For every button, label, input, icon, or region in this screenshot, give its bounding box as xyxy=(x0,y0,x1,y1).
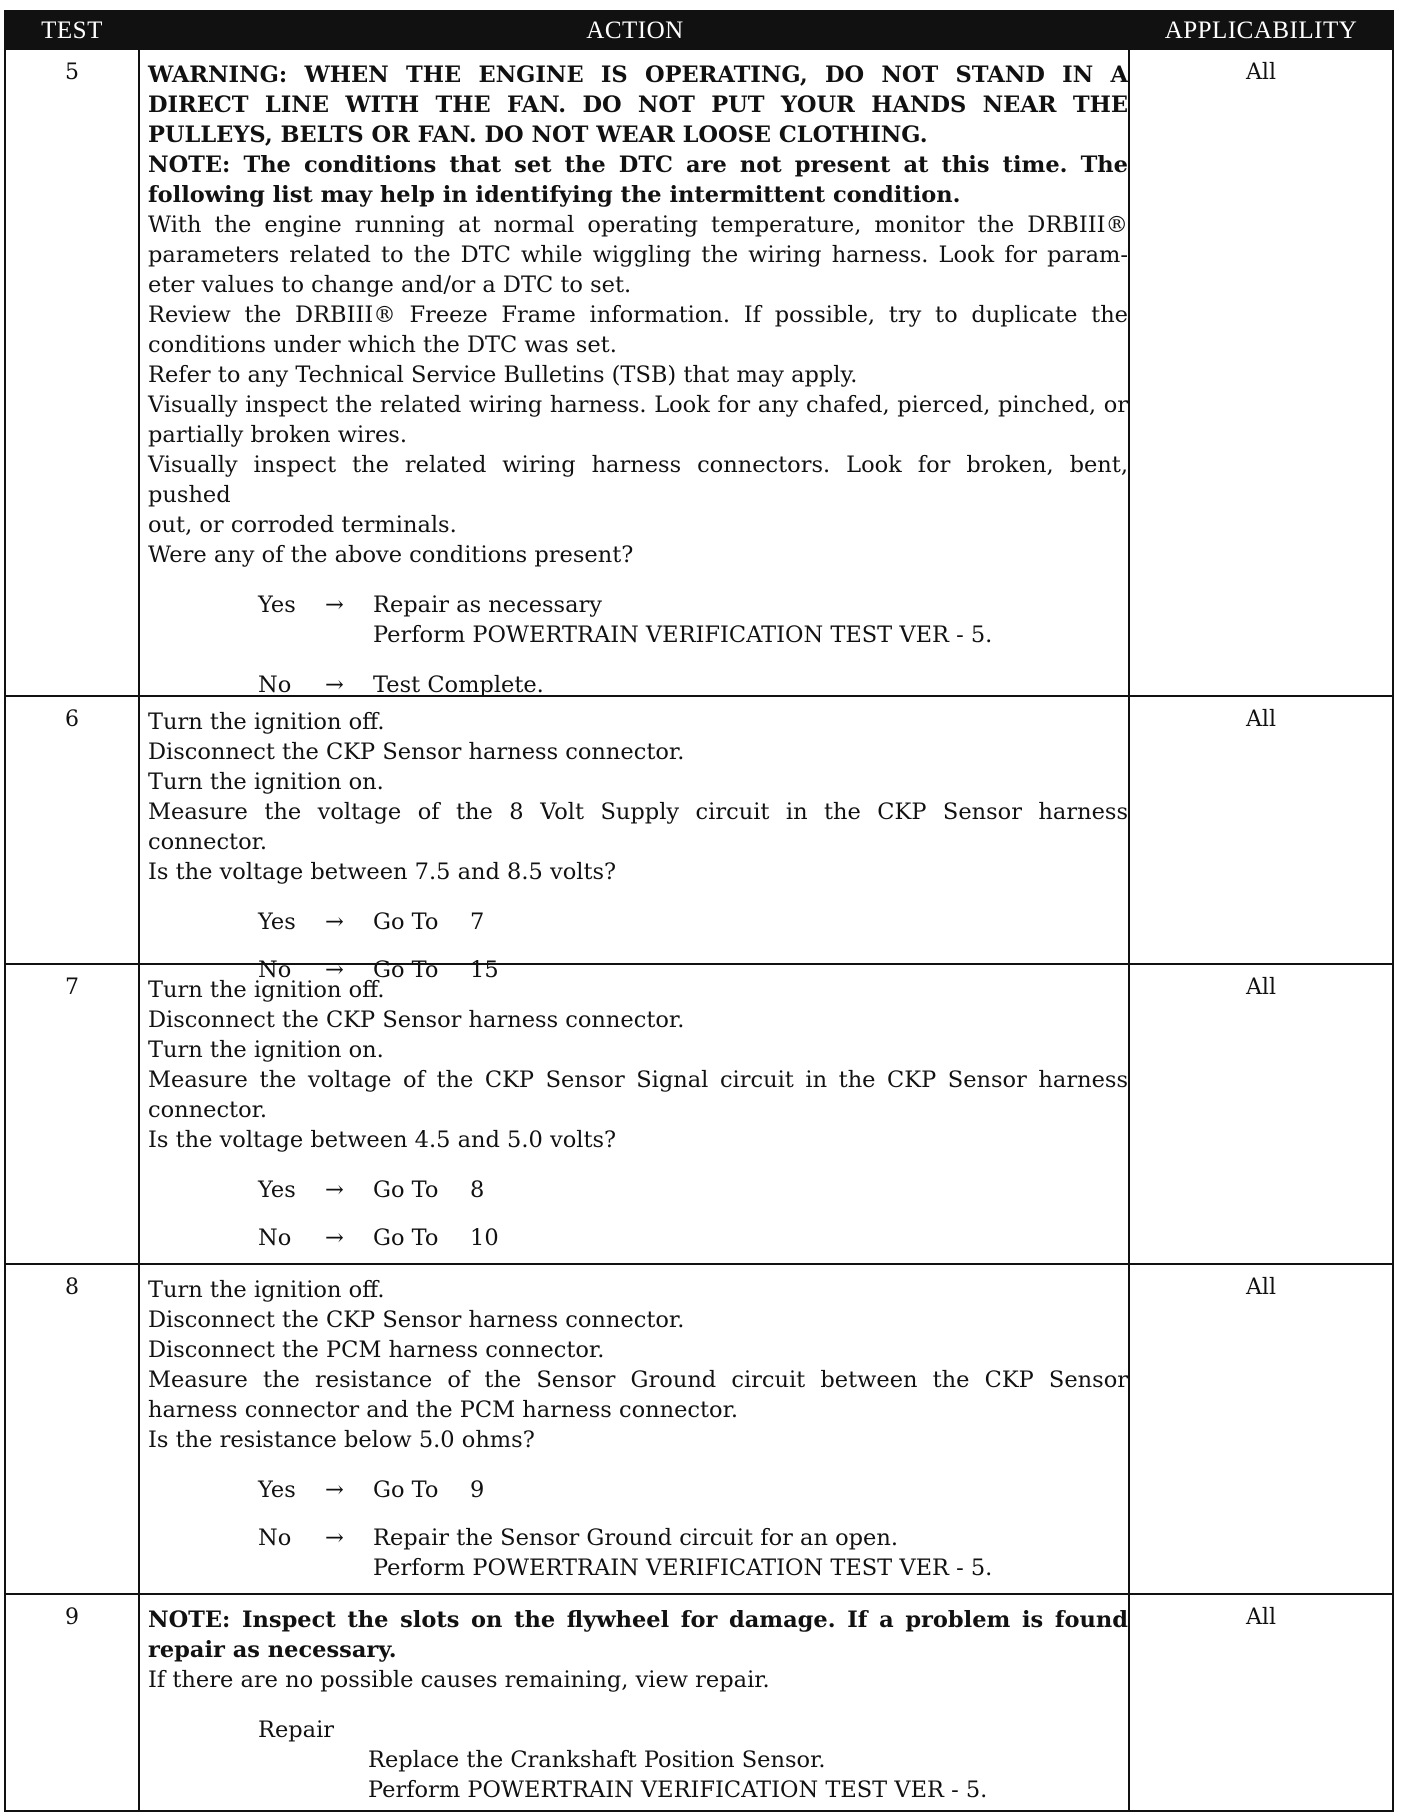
no-result-followup: Perform POWERTRAIN VERIFICATION TEST VER - 5. xyxy=(373,1555,993,1581)
yes-outcome xyxy=(148,1175,1128,1205)
instruction-line: Turn the ignition off. xyxy=(148,1277,385,1303)
instruction-line: parameters related to the DTC while wiggling the wiring harness. Look for param- xyxy=(148,242,1128,268)
question-line: Is the voltage between 4.5 and 5.0 volts? xyxy=(148,1127,617,1153)
warning-line: PULLEYS, BELTS OR FAN. DO NOT WEAR LOOSE CLOTHING. xyxy=(148,122,928,148)
yes-result-followup: Perform POWERTRAIN VERIFICATION TEST VER - 5. xyxy=(373,622,993,648)
applicability-cell: All xyxy=(1246,707,1276,732)
note-line: NOTE: The conditions that set the DTC are not present at this time. The xyxy=(148,152,1128,178)
diagnostic-test-table xyxy=(4,10,1394,1812)
goto-test-link[interactable]: 10 xyxy=(470,1225,499,1251)
applicability-cell: All xyxy=(1246,1605,1276,1630)
yes-outcome xyxy=(148,907,1128,937)
applicability-cell: All xyxy=(1246,60,1276,85)
arrow-icon: → xyxy=(325,672,344,698)
repair-step: Perform POWERTRAIN VERIFICATION TEST VER - 5. xyxy=(368,1777,988,1803)
arrow-icon: → xyxy=(325,1477,344,1503)
header-applicability: APPLICABILITY xyxy=(1164,17,1358,44)
table-row-test-5 xyxy=(6,50,1392,698)
instruction-line: connector. xyxy=(148,1097,268,1123)
test-number: 9 xyxy=(65,1605,79,1630)
warning-line: WARNING: WHEN THE ENGINE IS OPERATING, DO NOT STAND IN A xyxy=(148,62,1128,88)
action-cell xyxy=(148,1605,1128,1805)
repair-outcome xyxy=(148,1715,1128,1745)
instruction-line: Measure the voltage of the 8 Volt Supply circuit in the CKP Sensor harness connector. xyxy=(148,799,1128,855)
no-label: No xyxy=(258,957,292,983)
yes-label: Yes xyxy=(258,909,296,935)
arrow-icon: → xyxy=(325,1525,344,1551)
instruction-line: out, or corroded terminals. xyxy=(148,512,457,538)
goto-test-link[interactable]: 9 xyxy=(470,1477,485,1503)
table-row-test-9 xyxy=(6,1593,1392,1810)
header-test: TEST xyxy=(41,17,103,44)
note-line: NOTE: Inspect the slots on the flywheel for damage. If a problem is found xyxy=(148,1607,1128,1633)
table-row-test-6 xyxy=(6,695,1392,983)
applicability-cell: All xyxy=(1246,1275,1276,1300)
instruction-line: Refer to any Technical Service Bulletins (TSB) that may apply. xyxy=(148,362,858,388)
yes-outcome xyxy=(148,590,1128,620)
no-label: No xyxy=(258,672,292,698)
instruction-line: Turn the ignition on. xyxy=(148,1037,384,1063)
instruction-line: Measure the voltage of the CKP Sensor Signal circuit in the CKP Sensor harness xyxy=(148,1067,1128,1093)
repair-step: Replace the Crankshaft Position Sensor. xyxy=(368,1747,826,1773)
instruction-line: harness connector and the PCM harness connector. xyxy=(148,1397,739,1423)
no-label: No xyxy=(258,1525,292,1551)
instruction-line: Turn the ignition off. xyxy=(148,709,385,735)
no-result: Test Complete. xyxy=(373,672,544,698)
goto-label: Go To xyxy=(373,1225,439,1251)
no-outcome xyxy=(148,1223,1128,1253)
yes-outcome xyxy=(148,1475,1128,1505)
yes-result: Repair as necessary xyxy=(373,592,602,618)
action-cell xyxy=(148,1275,1128,1583)
instruction-line: With the engine running at normal operating temperature, monitor the DRBIII® xyxy=(148,212,1128,238)
table-row-test-7 xyxy=(6,963,1392,1263)
goto-test-link[interactable]: 7 xyxy=(470,909,485,935)
yes-label: Yes xyxy=(258,1177,296,1203)
test-number: 5 xyxy=(65,60,79,85)
test-number: 8 xyxy=(65,1275,79,1300)
arrow-icon: → xyxy=(325,957,344,983)
instruction-line: partially broken wires. xyxy=(148,422,408,448)
instruction-line: Disconnect the CKP Sensor harness connector. xyxy=(148,1307,685,1333)
applicability-cell: All xyxy=(1246,975,1276,1000)
test-number: 7 xyxy=(65,975,79,1000)
no-label: No xyxy=(258,1225,292,1251)
yes-label: Yes xyxy=(258,1477,296,1503)
yes-label: Yes xyxy=(258,592,296,618)
action-cell xyxy=(148,60,1128,700)
goto-test-link[interactable]: 15 xyxy=(470,957,499,983)
instruction-line: Disconnect the CKP Sensor harness connector. xyxy=(148,739,685,765)
goto-label: Go To xyxy=(373,1477,439,1503)
goto-label: Go To xyxy=(373,909,439,935)
header-action: ACTION xyxy=(586,17,684,44)
instruction-line: Measure the resistance of the Sensor Ground circuit between the CKP Sensor xyxy=(148,1367,1128,1393)
instruction-line: Visually inspect the related wiring harness connectors. Look for broken, bent, pushed xyxy=(148,452,1128,508)
instruction-line: Disconnect the PCM harness connector. xyxy=(148,1337,605,1363)
test-number: 6 xyxy=(65,707,79,732)
no-outcome xyxy=(148,1523,1128,1553)
goto-label: Go To xyxy=(373,957,439,983)
action-cell xyxy=(148,707,1128,985)
arrow-icon: → xyxy=(325,1177,344,1203)
question-line: Were any of the above conditions present? xyxy=(148,542,634,568)
question-line: Is the resistance below 5.0 ohms? xyxy=(148,1427,535,1453)
arrow-icon: → xyxy=(325,909,344,935)
instruction-line: If there are no possible causes remaining, view repair. xyxy=(148,1667,770,1693)
instruction-line: conditions under which the DTC was set. xyxy=(148,332,617,358)
instruction-line: Disconnect the CKP Sensor harness connector. xyxy=(148,1007,685,1033)
instruction-line: Turn the ignition off. xyxy=(148,977,385,1003)
note-line: following list may help in identifying the intermittent condition. xyxy=(148,182,961,208)
goto-test-link[interactable]: 8 xyxy=(470,1177,485,1203)
question-line: Is the voltage between 7.5 and 8.5 volts? xyxy=(148,859,617,885)
action-cell xyxy=(148,975,1128,1253)
repair-label: Repair xyxy=(258,1717,335,1743)
table-row-test-8 xyxy=(6,1263,1392,1593)
arrow-icon: → xyxy=(325,592,344,618)
instruction-line: Turn the ignition on. xyxy=(148,769,384,795)
note-line: repair as necessary. xyxy=(148,1637,397,1663)
warning-line: DIRECT LINE WITH THE FAN. DO NOT PUT YOUR HANDS NEAR THE xyxy=(148,92,1128,118)
goto-label: Go To xyxy=(373,1177,439,1203)
instruction-line: Visually inspect the related wiring harness. Look for any chafed, pierced, pinched, or xyxy=(148,392,1128,418)
arrow-icon: → xyxy=(325,1225,344,1251)
no-result: Repair the Sensor Ground circuit for an open. xyxy=(373,1525,898,1551)
instruction-line: eter values to change and/or a DTC to set. xyxy=(148,272,632,298)
table-header xyxy=(6,12,1392,50)
instruction-line: Review the DRBIII® Freeze Frame information. If possible, try to duplicate the xyxy=(148,302,1128,328)
